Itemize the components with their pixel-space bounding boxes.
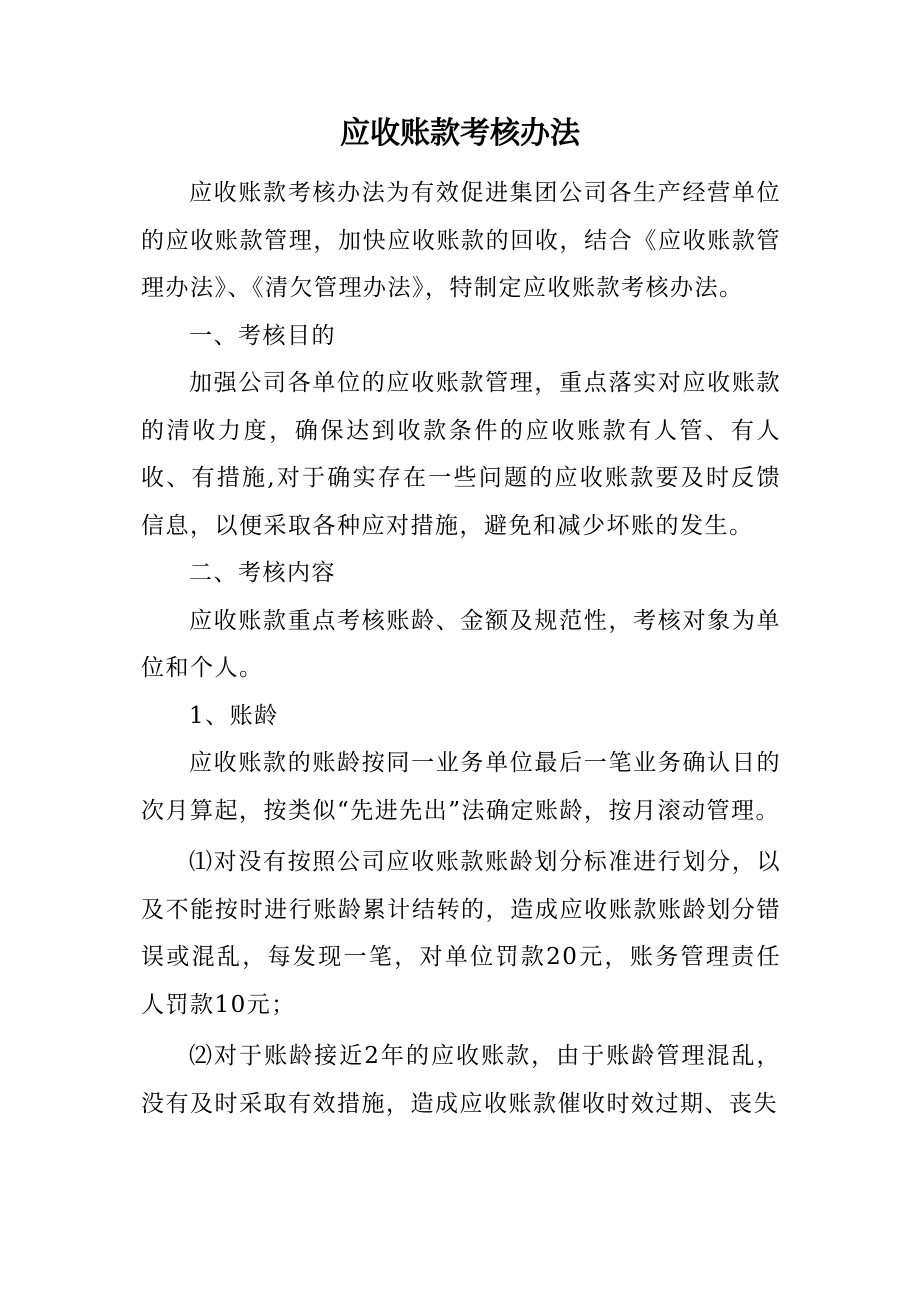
heading-aging: 1、账龄	[189, 702, 279, 729]
paragraph-item-2: ⑵对于账龄接近2年的应收账款，由于账龄管理混乱，没有及时采取有效措施，造成应收账款催收时效过期、丧失	[141, 1043, 781, 1117]
heading-content: 二、考核内容	[189, 560, 336, 586]
document-title: 应收账款考核办法	[340, 116, 580, 151]
document-body	[141, 170, 781, 1128]
heading-purpose: 一、考核目的	[189, 322, 336, 349]
paragraph-purpose: 加强公司各单位的应收账款管理，重点落实对应收账款的清收力度，确保达到收款条件的应收账款有人管、有人收、有措施,对于确实存在一些问题的应收账款要及时反馈信息，以便采取各种应对措施，避免和减少坏账的发生。	[141, 370, 781, 539]
paragraph-item-1: ⑴对没有按照公司应收账款账龄划分标准进行划分，以及不能按时进行账龄累计结转的，造成应收账款账龄划分错误或混乱，每发现一笔，对单位罚款20元，账务管理责任人罚款10元；	[141, 849, 781, 1018]
paragraph-intro: 应收账款考核办法为有效促进集团公司各生产经营单位的应收账款管理，加快应收账款的回收，结合《应收账款管理办法》、《清欠管理办法》，特制定应收账款考核办法。	[141, 180, 781, 301]
paragraph-content: 应收账款重点考核账龄、金额及规范性，考核对象为单位和个人。	[141, 607, 781, 681]
paragraph-aging: 应收账款的账龄按同一业务单位最后一笔业务确认日的次月算起，按类似“先进先出”法确定账龄，按月滚动管理。	[141, 750, 781, 824]
